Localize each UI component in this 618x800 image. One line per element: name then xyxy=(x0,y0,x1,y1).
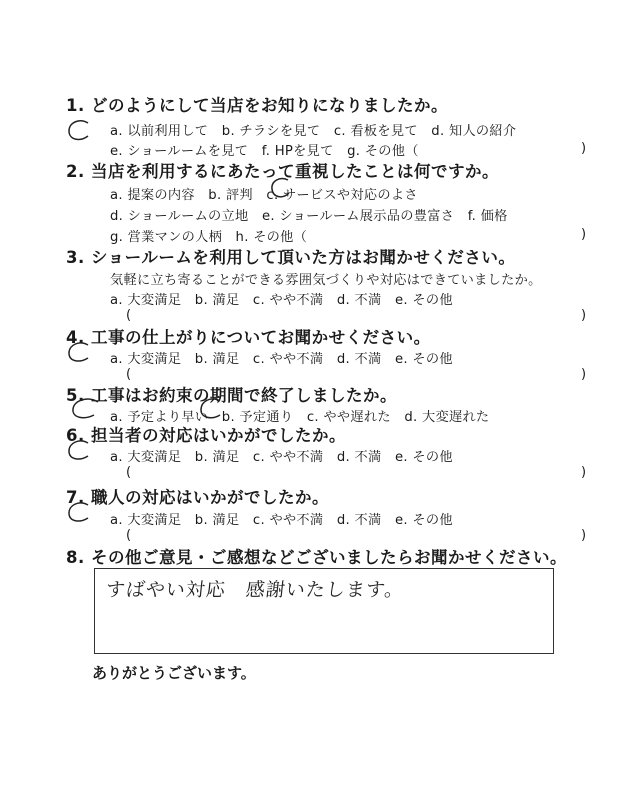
q6-options-row1: a. 大変満足 b. 満足 c. やや不満 d. 不満 e. その他 xyxy=(110,450,453,465)
q1-options-row2: e. ショールームを見て f. HPを見て g. その他（ xyxy=(110,144,419,159)
thank-you-message: ありがとうございます。 xyxy=(92,664,256,682)
q6-paren-close: ) xyxy=(581,465,587,480)
q6-title: 6. 担当者の対応はいかがでしたか。 xyxy=(66,426,346,445)
q7-paren-close: ) xyxy=(581,528,587,543)
q2-options-row1: a. 提案の内容 b. 評判 c. サービスや対応のよさ xyxy=(110,188,418,203)
q4-paren-open: ( xyxy=(126,367,132,382)
q3-subtitle: 気軽に立ち寄ることができる雰囲気づくりや対応はできていましたか。 xyxy=(110,273,542,288)
q2-options-row2: d. ショールームの立地 e. ショールーム展示品の豊富さ f. 価格 xyxy=(110,209,508,224)
q4-paren-close: ) xyxy=(581,367,587,382)
q7-title: 7. 職人の対応はいかがでしたか。 xyxy=(66,488,329,507)
q6-paren-open: ( xyxy=(126,465,132,480)
q2-options-row3: g. 営業マンの人柄 h. その他（ xyxy=(110,230,308,245)
q1-title: 1. どのようにして当店をお知りになりましたか。 xyxy=(66,96,448,115)
q1-paren-close: ) xyxy=(581,141,587,156)
q2-paren-close: ) xyxy=(581,227,587,242)
q3-title: 3. ショールームを利用して頂いた方はお聞かせください。 xyxy=(66,248,516,267)
q4-options-row1: a. 大変満足 b. 満足 c. やや不満 d. 不満 e. その他 xyxy=(110,352,453,367)
q5-options-row1: a. 予定より早い b. 予定通り c. やや遅れた d. 大変遅れた xyxy=(110,410,490,425)
q3-paren-open: ( xyxy=(126,308,132,323)
q8-title: 8. その他ご意見・ご感想などございましたらお聞かせください。 xyxy=(66,548,567,567)
q1-options-row1: a. 以前利用して b. チラシを見て c. 看板を見て d. 知人の紹介 xyxy=(110,124,517,139)
q5-title: 5. 工事はお約束の期間で終了しましたか。 xyxy=(66,386,397,405)
q7-options-row1: a. 大変満足 b. 満足 c. やや不満 d. 不満 e. その他 xyxy=(110,513,453,528)
q4-title: 4. 工事の仕上がりについてお聞かせください。 xyxy=(66,328,431,347)
q7-paren-open: ( xyxy=(126,528,132,543)
q3-paren-close: ) xyxy=(581,308,587,323)
q2-title: 2. 当店を利用するにあたって重視したことは何ですか。 xyxy=(66,162,499,181)
q8-handwritten-answer: すばやい対応 感謝いたします。 xyxy=(104,579,406,601)
q3-options-row1: a. 大変満足 b. 満足 c. やや不満 d. 不満 e. その他 xyxy=(110,293,453,308)
